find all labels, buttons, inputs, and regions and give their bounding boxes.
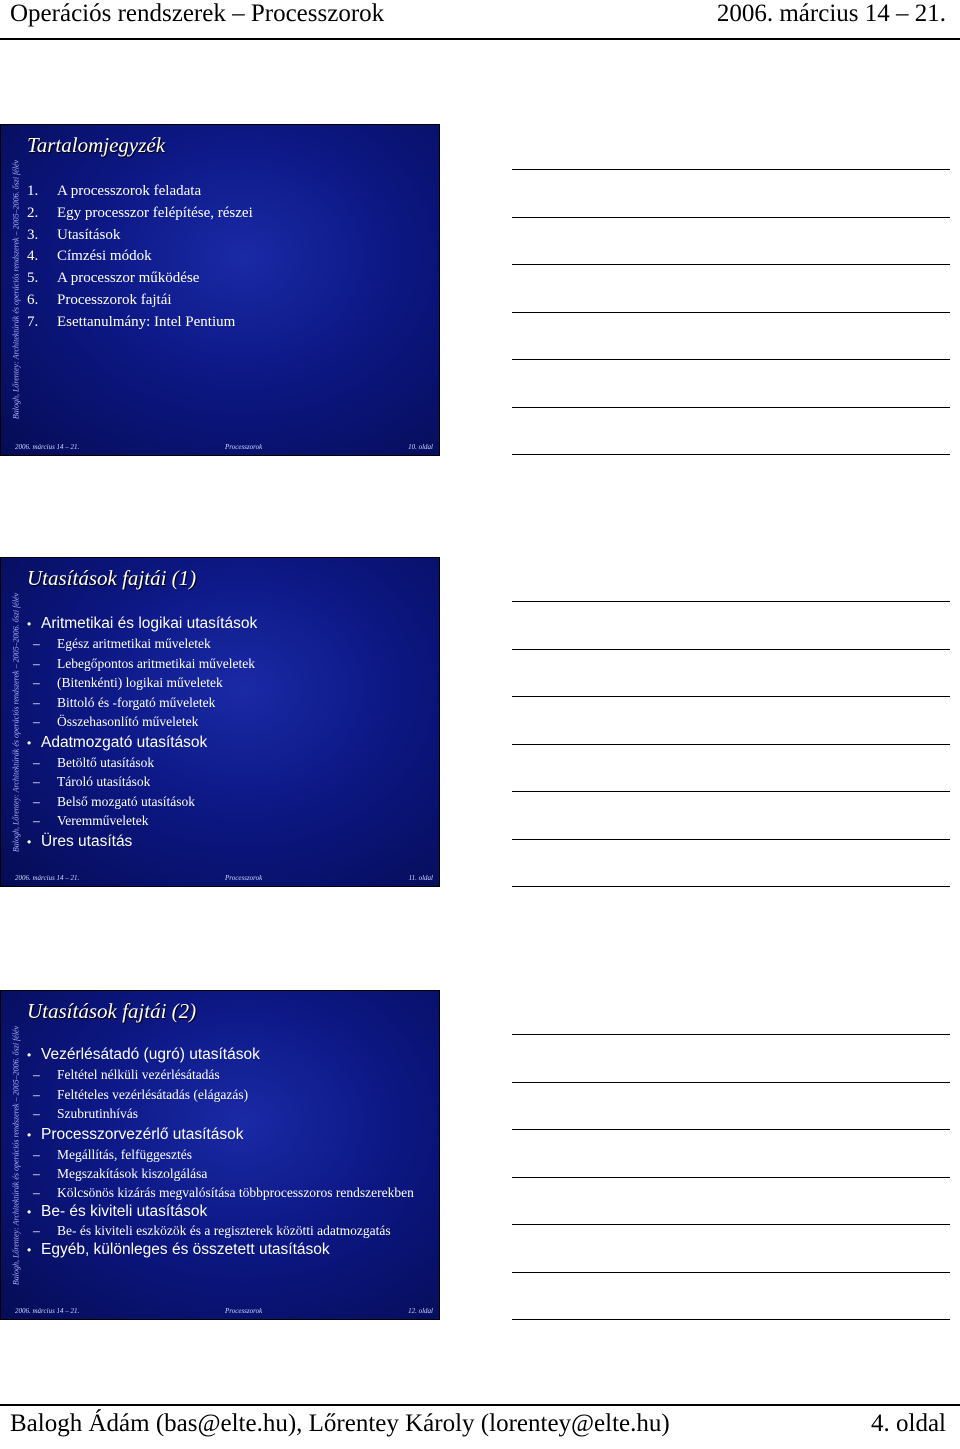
- sub-item: – Veremműveletek: [33, 813, 149, 828]
- slide-content: [27, 613, 431, 852]
- sub-item: – Tároló utasítások: [33, 774, 151, 789]
- toc-item: 3. Utasítások: [27, 226, 121, 243]
- slide-footer-page: 11. oldal: [408, 874, 433, 882]
- slide-footer: [15, 874, 433, 882]
- page-footer-number: 4. oldal: [871, 1410, 946, 1437]
- bullet-item: • Adatmozgató utasítások: [27, 733, 208, 751]
- bullet-item: • Be- és kiviteli utasítások: [27, 1202, 208, 1220]
- slide-footer-topic: Processzorok: [225, 1307, 263, 1315]
- toc-item: 4. Címzési módok: [27, 248, 152, 265]
- slide-title: Utasítások fajtái (1): [27, 566, 197, 590]
- toc-item: 1. A processzorok feladata: [27, 183, 202, 199]
- note-lines: [512, 169, 950, 502]
- slide-footer-topic: Processzorok: [225, 443, 263, 451]
- slide-footer-page: 12. oldal: [408, 1307, 433, 1315]
- bullet-item: • Vezérlésátadó (ugró) utasítások: [27, 1046, 260, 1063]
- toc-item: 5. A processzor működése: [27, 270, 200, 287]
- page-header-date: 2006. március 14 – 21.: [716, 0, 946, 27]
- sub-item: – Betöltő utasítások: [33, 754, 155, 770]
- note-lines: [512, 601, 950, 934]
- slide-instruction-types-2: [0, 990, 440, 1320]
- bullet-item: • Processzorvezérlő utasítások: [27, 1125, 244, 1143]
- bullet-item: • Üres utasítás: [27, 832, 133, 850]
- slide-footer: [15, 1307, 433, 1315]
- footer-divider: [0, 1404, 960, 1406]
- slide-vertical-caption: Balogh, Lőrentey: Architektúrák és operációs rendszerek – 2005–2006. őszi félév: [11, 159, 21, 420]
- sub-item: – Bittoló és -forgató műveletek: [33, 694, 216, 710]
- sub-item: – Belső mozgató utasítások: [33, 793, 195, 809]
- slide-vertical-caption: Balogh, Lőrentey: Architektúrák és operációs rendszerek – 2005–2006. őszi félév: [11, 1025, 21, 1286]
- slide-footer-topic: Processzorok: [225, 874, 263, 882]
- slide-footer-page: 10. oldal: [408, 443, 433, 451]
- toc-item: 7. Esettanulmány: Intel Pentium: [27, 313, 236, 330]
- slide-footer-date: 2006. március 14 – 21.: [15, 874, 80, 882]
- page-footer-authors: Balogh Ádám (bas@elte.hu), Lőrentey Károly (lorentey@elte.hu): [10, 1410, 670, 1437]
- sub-item: – Megszakítások kiszolgálása: [33, 1166, 208, 1181]
- sub-item: – Egész aritmetikai műveletek: [33, 636, 211, 651]
- slide-title: Tartalomjegyzék: [27, 133, 166, 157]
- toc-item: 2. Egy processzor felépítése, részei: [27, 204, 253, 221]
- page-header-title: Operációs rendszerek – Processzorok: [10, 0, 385, 27]
- slide-footer: [15, 443, 433, 451]
- header-divider: [0, 38, 960, 40]
- sub-item: – Be- és kiviteli eszközök és a regiszterek közötti adatmozgatás: [33, 1222, 391, 1238]
- toc-item: 6. Processzorok fajtái: [27, 291, 172, 308]
- slide-vertical-caption: Balogh, Lőrentey: Architektúrák és operációs rendszerek – 2005–2006. őszi félév: [11, 592, 21, 853]
- slide-footer-date: 2006. március 14 – 21.: [15, 1307, 80, 1315]
- bullet-item: • Aritmetikai és logikai utasítások: [27, 615, 258, 632]
- slide-instruction-types-1: [0, 557, 440, 887]
- slide-table-of-contents: [0, 124, 440, 456]
- sub-item: – Kölcsönös kizárás megvalósítása többprocesszoros rendszerekben: [33, 1184, 414, 1200]
- sub-item: – Feltétel nélküli vezérlésátadás: [33, 1067, 220, 1082]
- slide-footer-date: 2006. március 14 – 21.: [15, 443, 80, 451]
- sub-item: – Összehasonlító műveletek: [33, 714, 199, 729]
- slide-title: Utasítások fajtái (2): [27, 999, 197, 1023]
- toc-list: [27, 181, 431, 334]
- bullet-item: • Egyéb, különleges és összetett utasítások: [27, 1240, 330, 1258]
- slide-content: [27, 1044, 431, 1260]
- sub-item: – (Bitenkénti) logikai műveletek: [33, 675, 223, 690]
- sub-item: – Feltételes vezérlésátadás (elágazás): [33, 1086, 249, 1102]
- sub-item: – Szubrutinhívás: [33, 1106, 138, 1121]
- note-lines: [512, 1034, 950, 1367]
- sub-item: – Megállítás, felfüggesztés: [33, 1146, 192, 1162]
- sub-item: – Lebegőpontos aritmetikai műveletek: [33, 655, 255, 671]
